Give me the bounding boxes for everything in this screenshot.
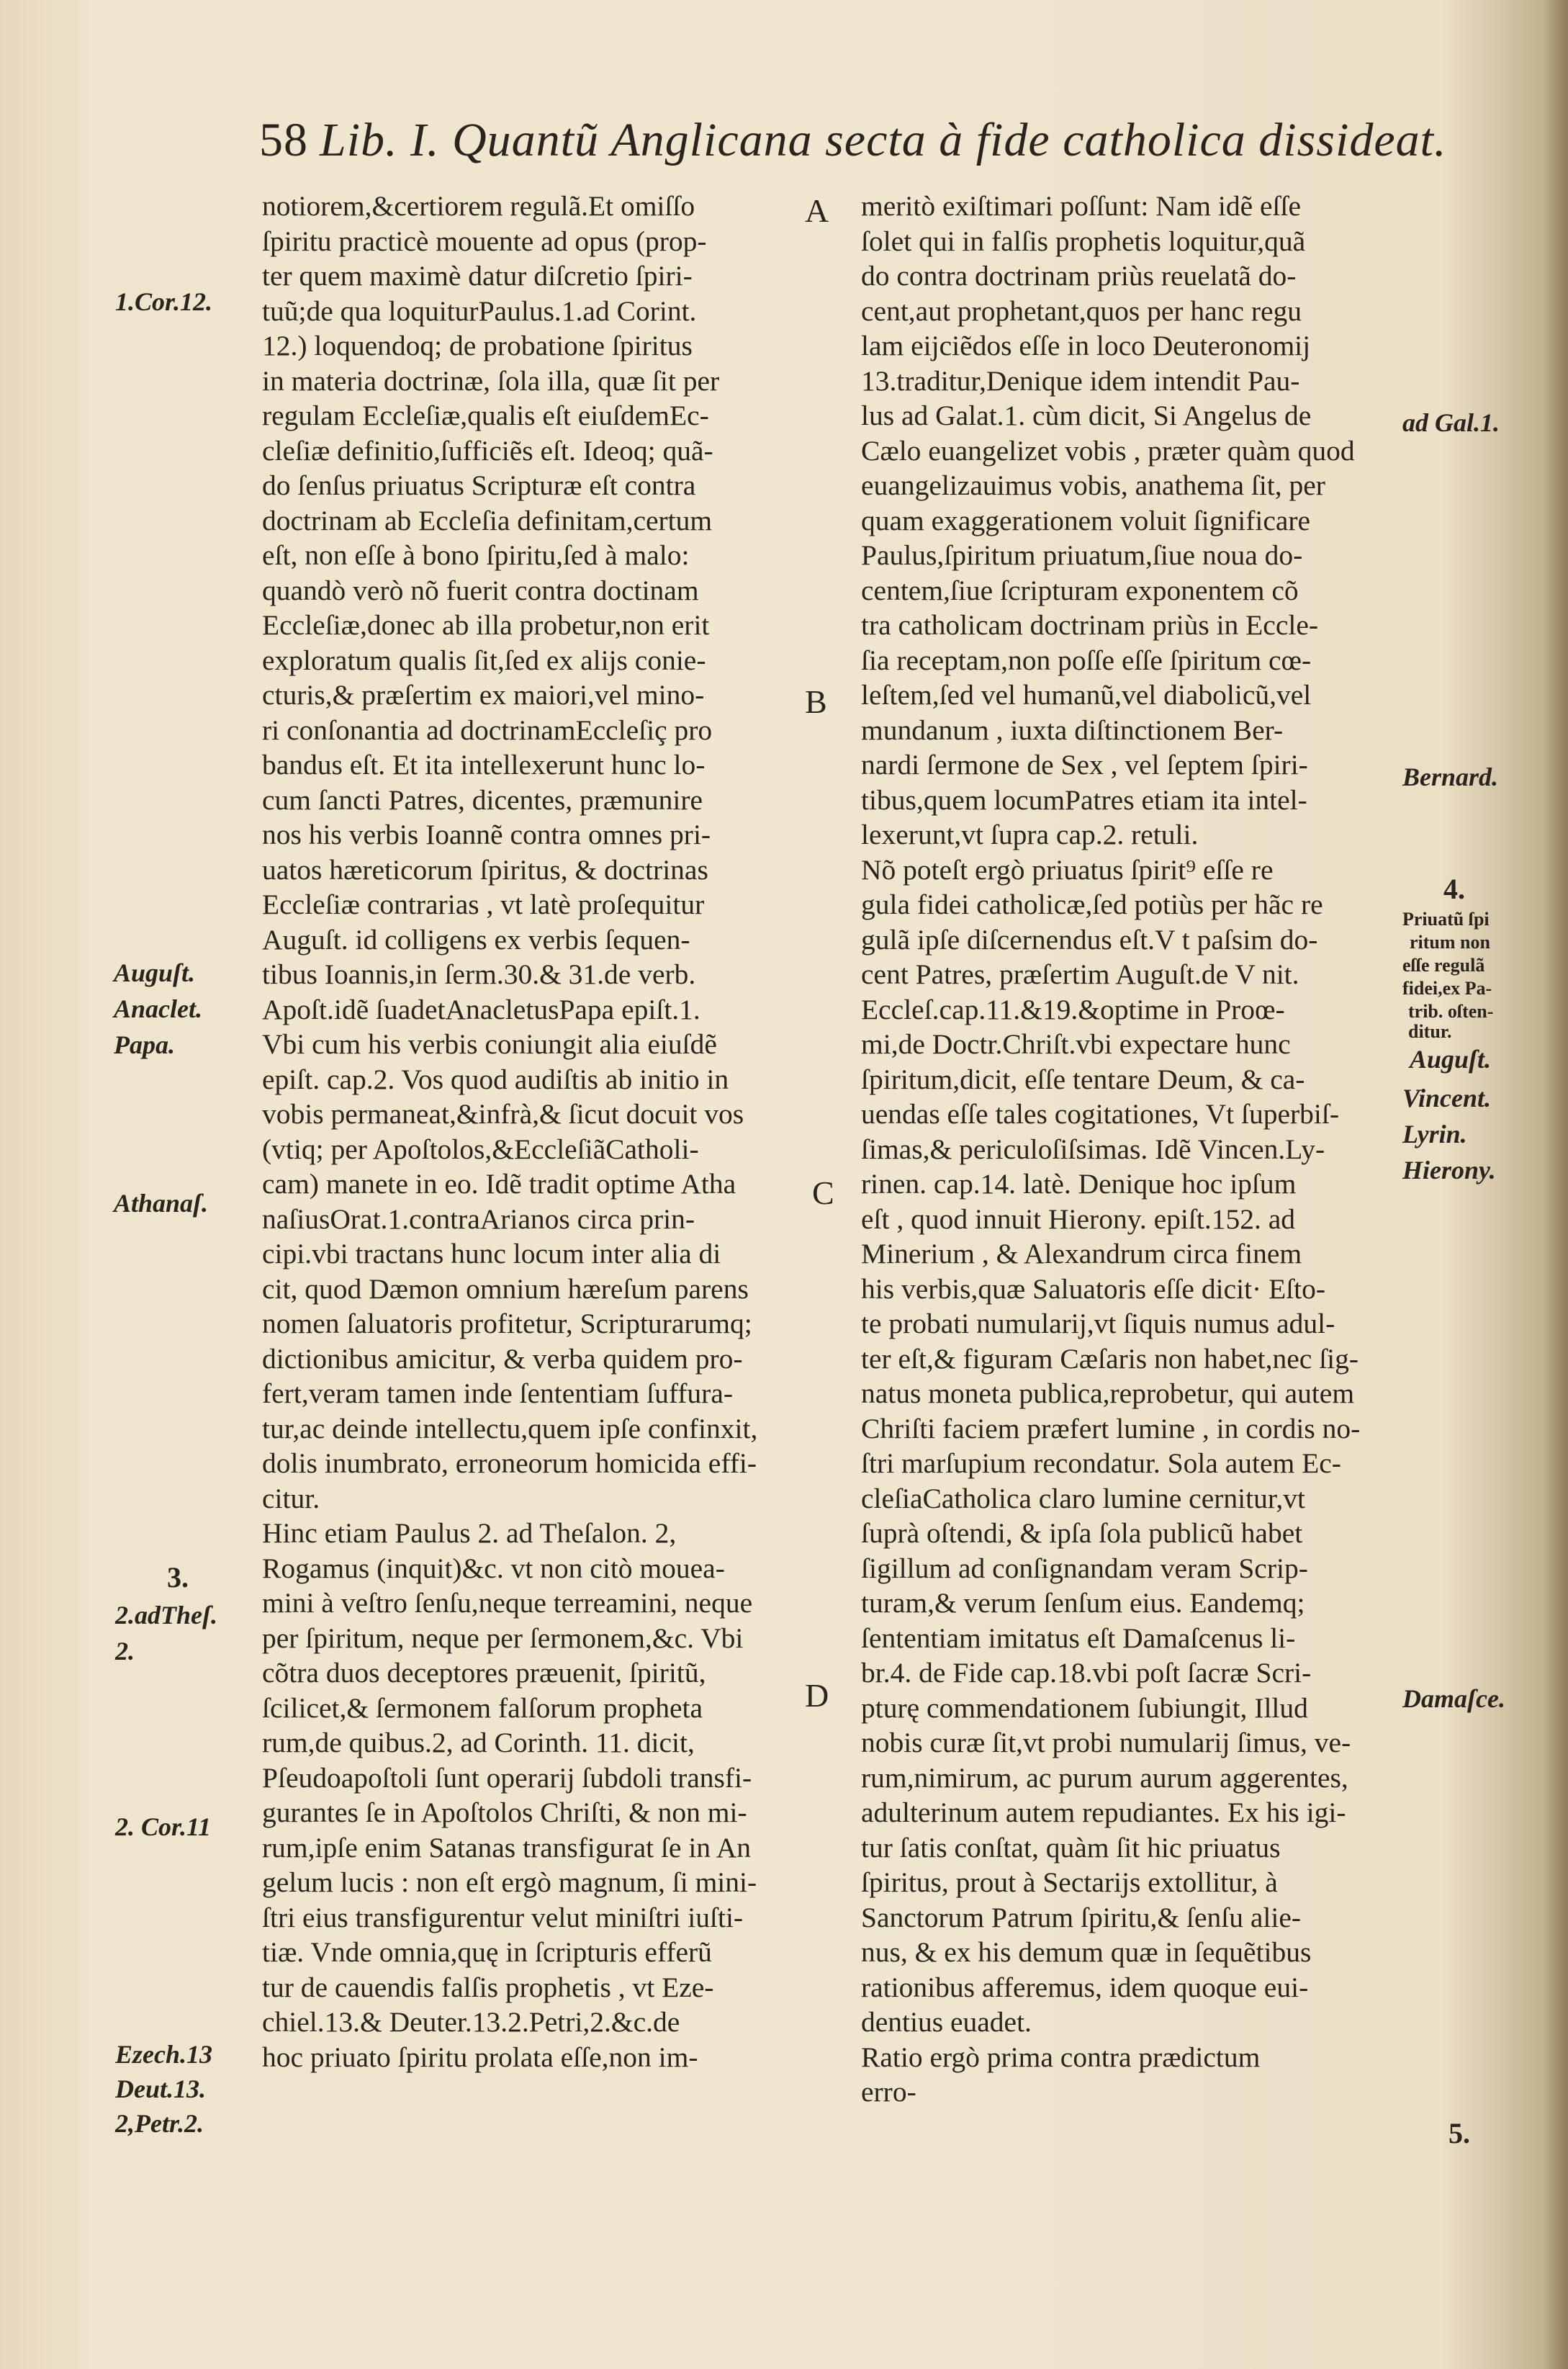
text-line: Auguſt. id colligens ex verbis ſequen-: [262, 923, 690, 956]
text-line: ſpiritu practicè mouente ad opus (prop-: [262, 225, 707, 257]
text-line: Vbi cum his verbis coniungit alia eiuſdẽ: [262, 1028, 717, 1060]
margin-note-ezech: Ezech.13: [115, 2040, 212, 2069]
text-line: nardi ſermone de Sex , vel ſeptem ſpiri-: [861, 749, 1308, 781]
text-line: dictionibus amicitur, & verba quidem pro-: [262, 1342, 743, 1375]
margin-gloss-line-3: eſſe regulã: [1402, 955, 1485, 976]
text-line: uatos hæreticorum ſpiritus, & doctrinas: [262, 853, 708, 886]
text-line: fert,veram tamen inde ſententiam ſuffura-: [262, 1377, 734, 1409]
text-line: vobis permaneat,&infrà,& ſicut docuit vos: [262, 1098, 744, 1130]
text-line: quam exaggerationem voluit ſignificare: [861, 504, 1311, 536]
text-line: quandò verò nõ fuerit contra doctinam: [262, 574, 699, 606]
text-line: rinen. cap.14. latè. Denique hoc ipſum: [861, 1168, 1297, 1200]
margin-gloss-line-4: fidei,ex Pa-: [1402, 978, 1492, 999]
text-line: gurantes ſe in Apoſtolos Chriſti, & non mi-: [262, 1797, 747, 1828]
text-line: ſcilicet,& ſermonem falſorum propheta: [262, 1691, 703, 1724]
text-line: citur.: [262, 1482, 320, 1514]
text-line: tra catholicam doctrinam priùs in Eccle-: [861, 609, 1319, 641]
text-line: Sanctorum Patrum ſpiritu,& ſenſu alie-: [861, 1901, 1302, 1933]
text-line: cum ſancti Patres, dicentes, præmunire: [262, 783, 703, 816]
text-line: 13.traditur,Denique idem intendit Pau-: [861, 364, 1300, 397]
text-line: cipi.vbi tractans hunc locum inter alia di: [262, 1238, 721, 1269]
margin-note-number-5: 5.: [1448, 2117, 1470, 2149]
text-line: lus ad Galat.1. cùm dicit, Si Angelus de: [861, 400, 1312, 431]
text-line: notiorem,&certiorem regulã.Et omiſſo: [262, 190, 695, 222]
text-line: adulterinum autem repudiantes. Ex his igi-: [861, 1797, 1346, 1828]
text-line: exploratum qualis ſit,ſed ex alijs conie-: [262, 644, 706, 676]
text-line: (vtiq; per Apoſtolos,&EccleſiãCatholi-: [262, 1133, 699, 1165]
margin-note-2cor: 2. Cor.11: [115, 1812, 212, 1841]
text-line: do ſenſus priuatus Scripturæ eſt contra: [262, 469, 696, 501]
text-line: Eccleſiæ contrarias , vt latè proſequitur: [262, 889, 705, 920]
text-line: cturis,& præſertim ex maiori,vel mino-: [262, 679, 705, 711]
text-line: gulã ipſe diſcernendus eſt.V t paſsim do-: [861, 923, 1318, 956]
text-line: Nõ poteſt ergò priuatus ſpirit⁹ eſſe re: [861, 853, 1274, 886]
text-line: regulam Eccleſiæ,qualis eſt eiuſdemEc-: [262, 400, 709, 431]
margin-gloss-line-6: ditur.: [1408, 1021, 1452, 1042]
text-line: naſiusOrat.1.contraArianos circa prin-: [262, 1203, 695, 1235]
margin-gloss-line-2: ritum non: [1410, 932, 1490, 953]
text-line: Rogamus (inquit)&c. vt non citò mouea-: [262, 1552, 725, 1584]
text-line: ſententiam imitatus eſt Damaſcenus li-: [861, 1622, 1296, 1654]
margin-gloss-line-1: Priuatũ ſpi: [1402, 909, 1490, 930]
text-line: cleſiaCatholica claro lumine cernitur,vt: [861, 1482, 1305, 1514]
text-line: Cælo euangelizet vobis , præter quàm quod: [861, 434, 1355, 467]
text-line: rum,nimirum, ac purum aurum aggerentes,: [861, 1761, 1348, 1794]
margin-note-2thes-ch: 2.: [115, 1637, 135, 1666]
text-line: dentius euadet.: [861, 2006, 1032, 2038]
text-line: euangelizauimus vobis, anathema ſit, per: [861, 469, 1325, 501]
text-line: per ſpiritum, neque per ſermonem,&c. Vbi: [262, 1622, 744, 1654]
margin-note-papa: Papa.: [114, 1030, 175, 1059]
text-line: ſpiritum,dicit, eſſe tentare Deum, & ca-: [861, 1063, 1305, 1095]
text-line: ſigillum ad conſignandam veram Scrip-: [861, 1552, 1308, 1584]
running-header: [259, 108, 1447, 173]
section-letter-b: B: [805, 683, 827, 720]
text-line: cent,aut prophetant,quos per hanc regu: [861, 295, 1302, 327]
text-line: rum,ipſe enim Satanas transfigurat ſe in An: [262, 1831, 752, 1864]
text-line: lexerunt,vt ſupra cap.2. retuli.: [861, 819, 1199, 850]
margin-note-1cor: 1.Cor.12.: [115, 287, 213, 316]
text-line: Eccleſ.cap.11.&19.&optime in Proœ-: [861, 993, 1285, 1025]
margin-note-athanas: Athanaſ.: [114, 1189, 209, 1218]
text-line: 12.) loquendoq; de probatione ſpiritus: [262, 330, 693, 361]
margin-note-vincent: Vincent.: [1402, 1084, 1492, 1112]
text-line: Paulus,ſpiritum priuatum,ſiue noua do-: [861, 539, 1303, 571]
text-line: eſt, non eſſe à bono ſpiritu,ſed à malo:: [262, 539, 690, 571]
text-line: rum,de quibus.2, ad Corinth. 11. dicit,: [262, 1727, 695, 1758]
text-line: leſtem,ſed vel humanũ,vel diabolicũ,vel: [861, 679, 1312, 711]
text-line: rationibus afferemus, idem quoque eui-: [861, 1971, 1309, 2003]
margin-gloss-line-5: trib. oſten-: [1408, 1001, 1494, 1022]
right-text-column: [861, 189, 1394, 2110]
text-line: turam,& verum ſenſum eius. Eandemq;: [861, 1587, 1305, 1619]
text-line: tur ſatis conſtat, quàm ſit hic priuatus: [861, 1831, 1281, 1864]
margin-note-damasce: Damaſce.: [1402, 1684, 1505, 1713]
text-line: epiſt. cap.2. Vos quod audiſtis ab initio in: [262, 1063, 729, 1095]
text-line: ſuprà oſtendi, & ipſa ſola publicũ habet: [861, 1517, 1303, 1549]
text-line: ſpiritus, prout à Sectarijs extollitur, à: [861, 1866, 1278, 1898]
text-line: tibus,quem locumPatres etiam ita intel-: [861, 783, 1307, 816]
text-line: in materia doctrinæ, ſola illa, quæ ſit per: [262, 364, 720, 397]
text-line: cleſiæ definitio,ſufficiẽs eſt. Ideoq; quã-: [262, 434, 713, 467]
text-line: dolis inumbrato, erroneorum homicida effi-: [262, 1447, 757, 1479]
text-line: tiæ. Vnde omnia,quę in ſcripturis efferũ: [262, 1936, 712, 1968]
text-line: gula fidei catholicæ,ſed potiùs per hãc re: [861, 889, 1323, 920]
running-title: Lib. I. Quantũ Anglicana secta à fide catholica dissideat.: [320, 114, 1447, 166]
text-line: do contra doctrinam priùs reuelatã do-: [861, 260, 1297, 292]
margin-note-number-3: 3.: [167, 1561, 189, 1593]
text-line: ſolet qui in falſis prophetis loquitur,quã: [861, 225, 1306, 257]
text-line: cam) manete in eo. Idẽ tradit optime Atha: [262, 1168, 736, 1200]
page-number: 58: [259, 114, 308, 166]
text-line: eſt , quod innuit Hierony. epiſt.152. ad: [861, 1203, 1296, 1235]
text-line: ter eſt,& figuram Cæſaris non habet,nec ſig-: [861, 1342, 1359, 1375]
text-line: chiel.13.& Deuter.13.2.Petri,2.&c.de: [262, 2006, 680, 2038]
section-letter-c: C: [812, 1174, 834, 1211]
text-line: cõtra duos deceptores præuenit, ſpiritũ,: [262, 1657, 706, 1689]
margin-note-2thes: 2.adTheſ.: [115, 1601, 217, 1629]
text-line: natus moneta publica,reprobetur, qui autem: [861, 1377, 1355, 1409]
text-line: ſimas,& periculoſiſsimas. Idẽ Vincen.Ly-: [861, 1133, 1325, 1165]
text-line: bandus eſt. Et ita intellexerunt hunc lo-: [262, 749, 706, 781]
text-line: gelum lucis : non eſt ergò magnum, ſi mini-: [262, 1866, 757, 1898]
text-line: mundanum , iuxta diſtinctionem Ber-: [861, 714, 1284, 746]
text-line: Minerium , & Alexandrum circa finem: [861, 1238, 1302, 1269]
text-line: ri conſonantia ad doctrinamEccleſiç pro: [262, 714, 713, 746]
text-line: cit, quod Dæmon omnium hæreſum parens: [262, 1272, 749, 1305]
text-line: br.4. de Fide cap.18.vbi poſt ſacræ Scri-: [861, 1657, 1312, 1689]
margin-note-august-right: Auguſt.: [1410, 1045, 1492, 1074]
margin-note-gal: ad Gal.1.: [1402, 408, 1500, 437]
text-line: centem,ſiue ſcripturam exponentem cõ: [861, 574, 1299, 606]
text-line: tibus Ioannis,in ſerm.30.& 31.de verb.: [262, 958, 696, 990]
margin-note-2petr: 2,Petr.2.: [115, 2109, 204, 2138]
text-line: uendas eſſe tales cogitationes, Vt ſuperbiſ-: [861, 1098, 1339, 1130]
margin-note-lyrin: Lyrin.: [1402, 1120, 1467, 1148]
text-line: Ratio ergò prima contra prædictum: [861, 2041, 1261, 2073]
text-line: Eccleſiæ,donec ab illa probetur,non erit: [262, 609, 710, 641]
text-line: Pſeudoapoſtoli ſunt operarij ſubdoli transfi-: [262, 1761, 752, 1794]
text-line: nos his verbis Ioannẽ contra omnes pri-: [262, 819, 711, 850]
section-letter-a: A: [805, 192, 829, 229]
text-line: mi,de Doctr.Chriſt.vbi expectare hunc: [861, 1028, 1291, 1060]
text-line: nus, & ex his demum quæ in ſequẽtibus: [861, 1936, 1312, 1968]
text-line: lam eijciẽdos eſſe in loco Deuteronomij: [861, 330, 1311, 361]
text-line: mini à veſtro ſenſu,neque terreamini, neque: [262, 1587, 753, 1619]
text-line: Hinc etiam Paulus 2. ad Theſalon. 2,: [262, 1517, 677, 1549]
section-letter-d: D: [805, 1677, 829, 1714]
text-line: ter quem maximè datur diſcretio ſpiri-: [262, 260, 693, 292]
text-line: pturę commendationem ſubiungit, Illud: [861, 1691, 1308, 1724]
text-line: erro-: [861, 2076, 916, 2108]
margin-note-deut: Deut.13.: [115, 2074, 206, 2103]
text-line: cent Patres, præſertim Auguſt.de V nit.: [861, 958, 1299, 990]
text-line: te probati numularij,vt ſiquis numus adul-: [861, 1308, 1335, 1339]
text-line: tur de cauendis falſis prophetis , vt Eze-: [262, 1971, 714, 2003]
text-line: tuũ;de qua loquiturPaulus.1.ad Corint.: [262, 295, 697, 327]
page-gutter-shadow: [1542, 0, 1568, 2369]
text-line: tur,ac deinde intellectu,quem ipſe confinxit,: [262, 1412, 758, 1444]
text-line: Chriſti faciem præfert lumine , in cordis no-: [861, 1412, 1361, 1444]
text-line: nobis curæ ſit,vt probi numularij ſimus, ve-: [861, 1727, 1351, 1758]
margin-note-bernard: Bernard.: [1402, 763, 1499, 791]
text-line: ſtri eius transfigurentur velut miniſtri iuſti-: [262, 1901, 744, 1933]
text-line: ſia receptam,non poſſe eſſe ſpiritum cœ-: [861, 644, 1312, 676]
left-text-column: [262, 189, 795, 2074]
margin-note-august-left: Auguſt.: [114, 958, 196, 987]
text-line: nomen ſaluatoris profitetur, Scripturarumq;: [262, 1308, 752, 1339]
margin-note-anaclet: Anaclet.: [114, 994, 202, 1023]
text-line: doctrinam ab Eccleſia definitam,certum: [262, 504, 713, 536]
text-line: ſtri marſupium recondatur. Sola autem Ec-: [861, 1447, 1341, 1479]
text-line: his verbis,quæ Saluatoris eſſe dicit· Eſto-: [861, 1272, 1326, 1305]
text-line: meritò exiſtimari poſſunt: Nam idẽ eſſe: [861, 190, 1301, 222]
margin-note-hierony: Hierony.: [1402, 1156, 1496, 1184]
text-line: Apoſt.idẽ ſuadetAnacletusPapa epiſt.1.: [262, 993, 700, 1025]
text-line: hoc priuato ſpiritu prolata eſſe,non im-: [262, 2041, 698, 2073]
margin-note-number-4: 4.: [1443, 873, 1465, 905]
